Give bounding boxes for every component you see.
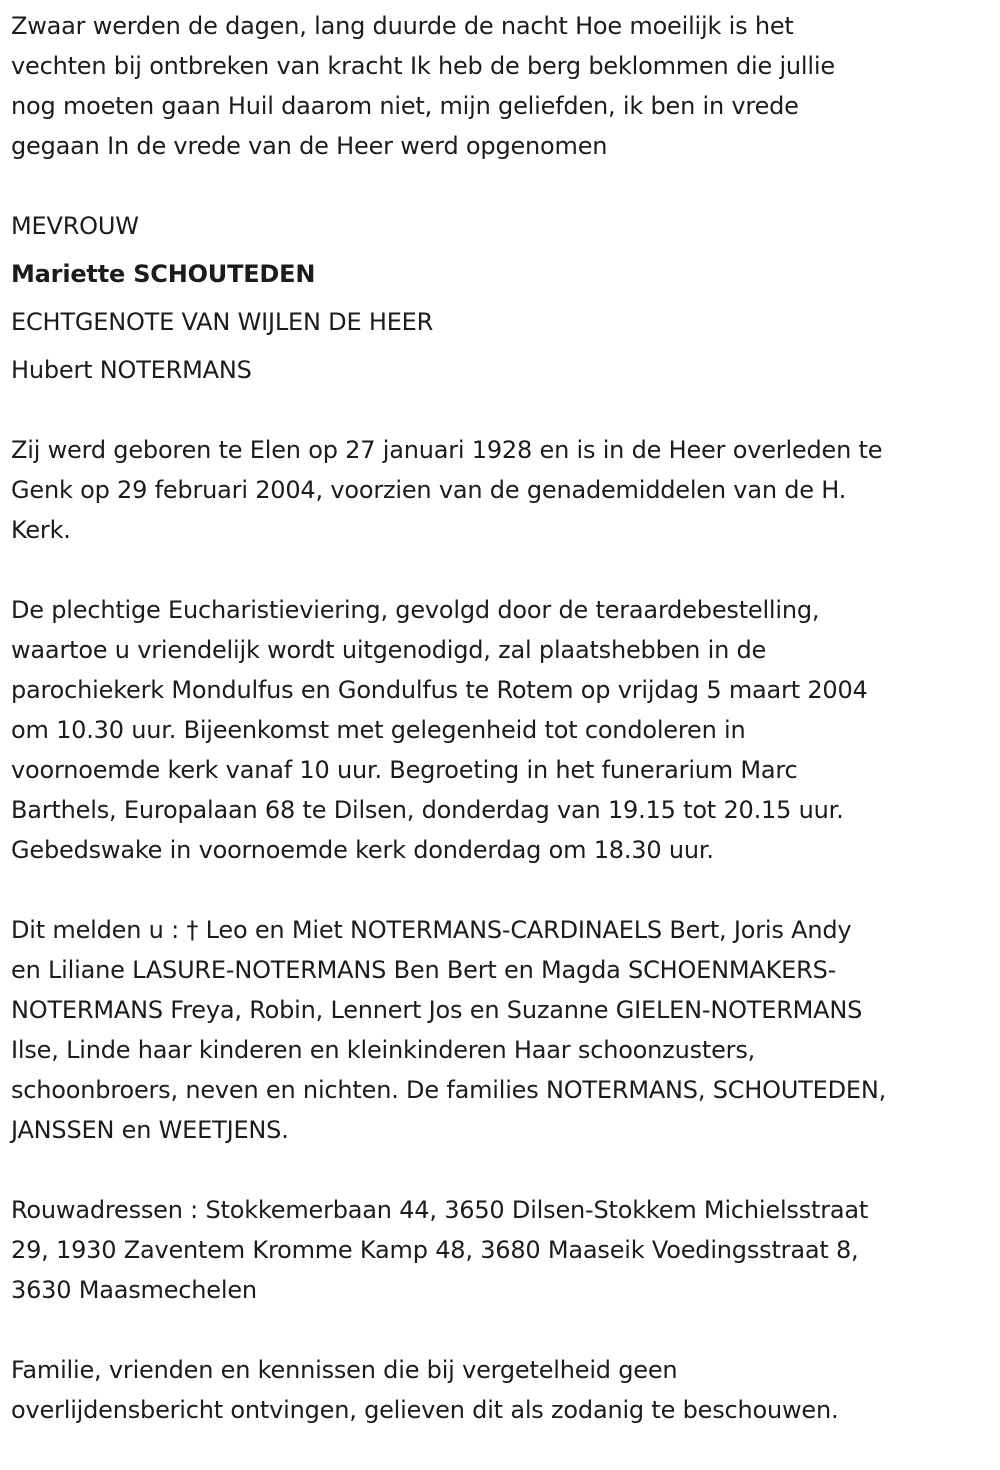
text-line: gegaan In de vrede van de Heer werd opgenomen — [11, 132, 608, 160]
text-line: De plechtige Eucharistieviering, gevolgd door de teraardebestelling, — [11, 596, 820, 624]
text-line: 3630 Maasmechelen — [11, 1276, 257, 1304]
text-line: Gebedswake in voornoemde kerk donderdag om 18.30 uur. — [11, 836, 714, 864]
text-line: Barthels, Europalaan 68 te Dilsen, donderdag van 19.15 tot 20.15 uur. — [11, 796, 844, 824]
deceased-block — [11, 202, 996, 394]
text-line: Familie, vrienden en kennissen die bij vergetelheid geen — [11, 1356, 678, 1384]
text-line: vechten bij ontbreken van kracht Ik heb de berg beklommen die jullie — [11, 52, 835, 80]
deceased-name: Mariette SCHOUTEDEN — [11, 260, 316, 288]
text-line: Dit melden u : † Leo en Miet NOTERMANS-CARDINAELS Bert, Joris Andy — [11, 916, 852, 944]
text-line: om 10.30 uur. Bijeenkomst met gelegenheid tot condoleren in — [11, 716, 746, 744]
text-line: waartoe u vriendelijk wordt uitgenodigd, zal plaatshebben in de — [11, 636, 767, 664]
text-line: JANSSEN en WEETJENS. — [11, 1116, 289, 1144]
text-line: 29, 1930 Zaventem Kromme Kamp 48, 3680 Maaseik Voedingsstraat 8, — [11, 1236, 859, 1264]
text-line: Zij werd geboren te Elen op 27 januari 1928 en is in de Heer overleden te — [11, 436, 883, 464]
spouse-name: Hubert NOTERMANS — [11, 356, 252, 384]
text-line: schoonbroers, neven en nichten. De families NOTERMANS, SCHOUTEDEN, — [11, 1076, 887, 1104]
text-line: Kerk. — [11, 516, 71, 544]
text-line: parochiekerk Mondulfus en Gondulfus te Rotem op vrijdag 5 maart 2004 — [11, 676, 868, 704]
text-line: Ilse, Linde haar kinderen en kleinkinderen Haar schoonzusters, — [11, 1036, 756, 1064]
text-line: Genk op 29 februari 2004, voorzien van de genademiddelen van de H. — [11, 476, 847, 504]
family-paragraph — [11, 910, 996, 1150]
birth-death-paragraph — [11, 430, 996, 550]
ceremony-paragraph — [11, 590, 996, 870]
text-line: nog moeten gaan Huil daarom niet, mijn geliefden, ik ben in vrede — [11, 92, 799, 120]
text-line: overlijdensbericht ontvingen, gelieven dit als zodanig te beschouwen. — [11, 1396, 839, 1424]
text-line: NOTERMANS Freya, Robin, Lennert Jos en Suzanne GIELEN-NOTERMANS — [11, 996, 863, 1024]
addresses-paragraph — [11, 1190, 996, 1310]
text-line: voornoemde kerk vanaf 10 uur. Begroeting in het funerarium Marc — [11, 756, 798, 784]
obituary-document — [11, 6, 996, 1470]
text-line: Zwaar werden de dagen, lang duurde de nacht Hoe moeilijk is het — [11, 12, 794, 40]
text-line: Rouwadressen : Stokkemerbaan 44, 3650 Dilsen-Stokkem Michielsstraat — [11, 1196, 869, 1224]
deceased-relation: ECHTGENOTE VAN WIJLEN DE HEER — [11, 308, 434, 336]
poem-paragraph — [11, 6, 996, 166]
deceased-title: MEVROUW — [11, 212, 139, 240]
text-line: en Liliane LASURE-NOTERMANS Ben Bert en Magda SCHOENMAKERS- — [11, 956, 837, 984]
closing-paragraph — [11, 1350, 996, 1430]
